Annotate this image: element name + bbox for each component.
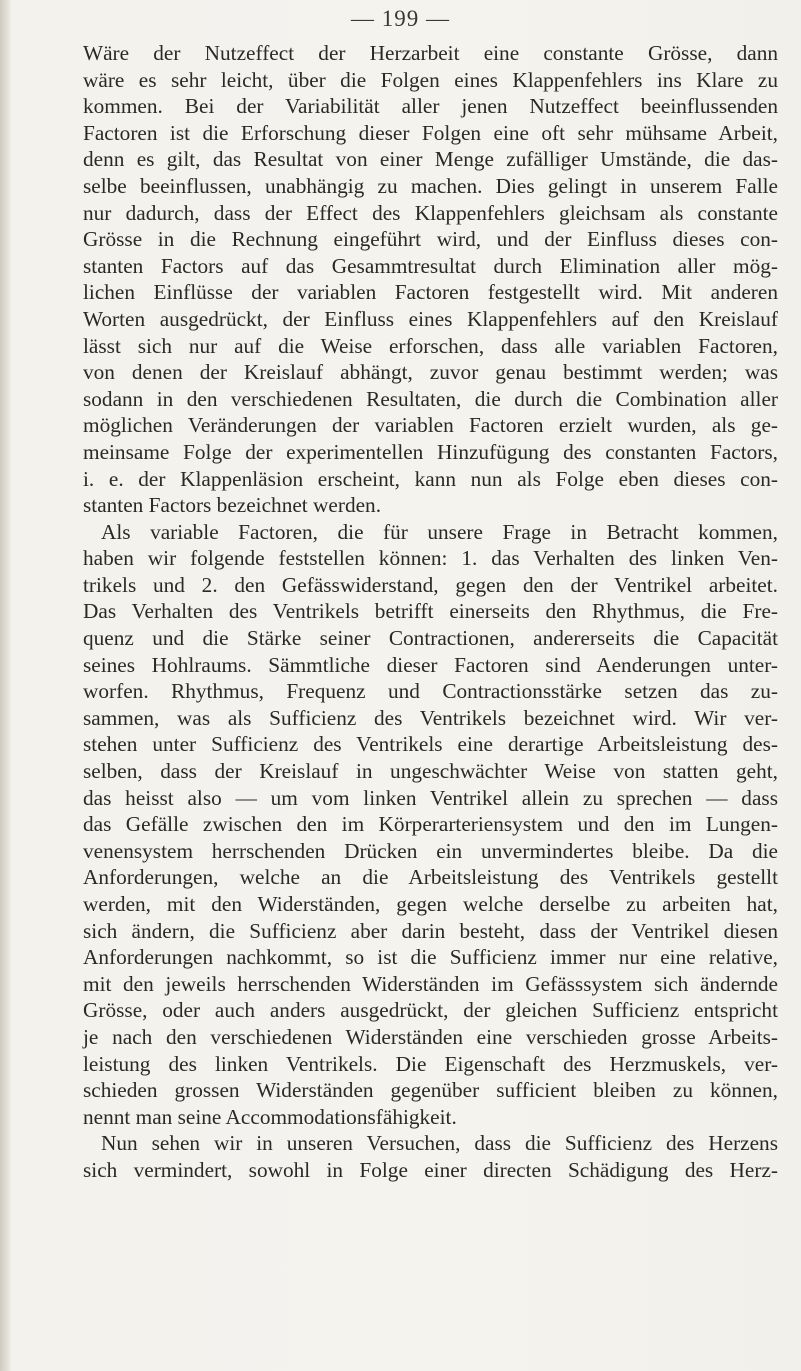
text-line: nur dadurch, dass der Effect des Klappenfehlers gleichsam als constante: [83, 200, 778, 225]
text-line: worfen. Rhythmus, Frequenz und Contractionsstärke setzen das zu-: [83, 679, 778, 704]
text-line: selbe beeinflussen, unabhängig zu machen. Dies gelingt in unserem Falle: [83, 173, 778, 198]
text-line: lichen Einflüsse der variablen Factoren festgestellt wird. Mit anderen: [83, 280, 778, 305]
text-line: Das Verhalten des Ventrikels betrifft einerseits den Rhythmus, die Fre-: [83, 599, 778, 624]
text-line: meinsame Folge der experimentellen Hinzufügung des constanten Factors,: [83, 439, 778, 464]
text-line: das Gefälle zwischen den im Körperarteriensystem und den im Lungen-: [83, 812, 778, 837]
text-line: Anforderungen nachkommt, so ist die Sufficienz immer nur eine relative,: [83, 945, 778, 970]
text-line: Nun sehen wir in unseren Versuchen, dass die Sufficienz des Herzens: [101, 1131, 778, 1156]
text-line: haben wir folgende feststellen können: 1. das Verhalten des linken Ven-: [83, 546, 778, 571]
text-line: seines Hohlraums. Sämmtliche dieser Factoren sind Aenderungen unter-: [83, 652, 778, 677]
text-line: sammen, was als Sufficienz des Ventrikels bezeichnet wird. Wir ver-: [83, 705, 778, 730]
page-number: — 199 —: [351, 6, 450, 31]
text-line: von denen der Kreislauf abhängt, zuvor genau bestimmt werden; was: [83, 360, 778, 385]
text-line: Wäre der Nutzeffect der Herzarbeit eine constante Grösse, dann: [83, 41, 778, 65]
text-line: kommen. Bei der Variabilität aller jenen Nutzeffect beeinflussenden: [83, 94, 778, 119]
text-line: quenz und die Stärke seiner Contractionen, andererseits die Capacität: [83, 626, 778, 651]
text-line: selben, dass der Kreislauf in ungeschwächter Weise von statten geht,: [83, 759, 778, 784]
text-line: Worten ausgedrückt, der Einfluss eines Klappenfehlers auf den Kreislauf: [83, 306, 778, 331]
text-line: stehen unter Sufficienz des Ventrikels eine derartige Arbeitsleistung des-: [83, 732, 778, 757]
text-line: leistung des linken Ventrikels. Die Eigenschaft des Herzmuskels, ver-: [83, 1051, 778, 1076]
text-line: Als variable Factoren, die für unsere Frage in Betracht kommen,: [101, 519, 778, 544]
text-line: nennt man seine Accommodationsfähigkeit.: [83, 1104, 457, 1129]
text-line: sich ändern, die Sufficienz aber darin besteht, dass der Ventrikel diesen: [83, 918, 778, 943]
text-line: Grösse in die Rechnung eingeführt wird, und der Einfluss dieses con-: [83, 227, 778, 252]
text-line: i. e. der Klappenläsion erscheint, kann nun als Folge eben dieses con-: [83, 466, 778, 491]
page-spine-shadow: [0, 0, 10, 1371]
text-line: mit den jeweils herrschenden Widerständen im Gefässsystem sich ändernde: [83, 971, 778, 996]
text-line: sodann in den verschiedenen Resultaten, die durch die Combination aller: [83, 386, 778, 411]
text-line: je nach den verschiedenen Widerständen eine verschieden grosse Arbeits-: [83, 1024, 778, 1049]
text-line: schieden grossen Widerständen gegenüber sufficient bleiben zu können,: [83, 1078, 778, 1103]
text-line: wäre es sehr leicht, über die Folgen eines Klappenfehlers ins Klare zu: [83, 67, 778, 92]
text-line: sich vermindert, sowohl in Folge einer directen Schädigung des Herz-: [83, 1157, 778, 1182]
text-line: werden, mit den Widerständen, gegen welche derselbe zu arbeiten hat,: [83, 892, 778, 916]
text-line: venensystem herrschenden Drücken ein unvermindertes bleibe. Da die: [83, 838, 778, 863]
text-line: stanten Factors auf das Gesammtresultat durch Elimination aller mög-: [83, 253, 778, 278]
text-line: möglichen Veränderungen der variablen Factoren erzielt wurden, als ge-: [83, 413, 778, 438]
text-line: denn es gilt, das Resultat von einer Menge zufälliger Umstände, die das-: [83, 147, 778, 172]
text-line: trikels und 2. den Gefässwiderstand, gegen den der Ventrikel arbeitet.: [83, 572, 778, 597]
text-line: lässt sich nur auf die Weise erforschen, dass alle variablen Factoren,: [83, 333, 778, 358]
text-line: das heisst also — um vom linken Ventrikel allein zu sprechen — dass: [83, 785, 778, 810]
text-line: stanten Factors bezeichnet werden.: [83, 493, 382, 518]
text-line: Grösse, oder auch anders ausgedrückt, der gleichen Sufficienz entspricht: [83, 998, 778, 1023]
text-line: Factoren ist die Erforschung dieser Folgen eine oft sehr mühsame Arbeit,: [83, 120, 778, 145]
text-line: Anforderungen, welche an die Arbeitsleistung des Ventrikels gestellt: [83, 865, 778, 890]
body-text: [83, 40, 778, 1184]
